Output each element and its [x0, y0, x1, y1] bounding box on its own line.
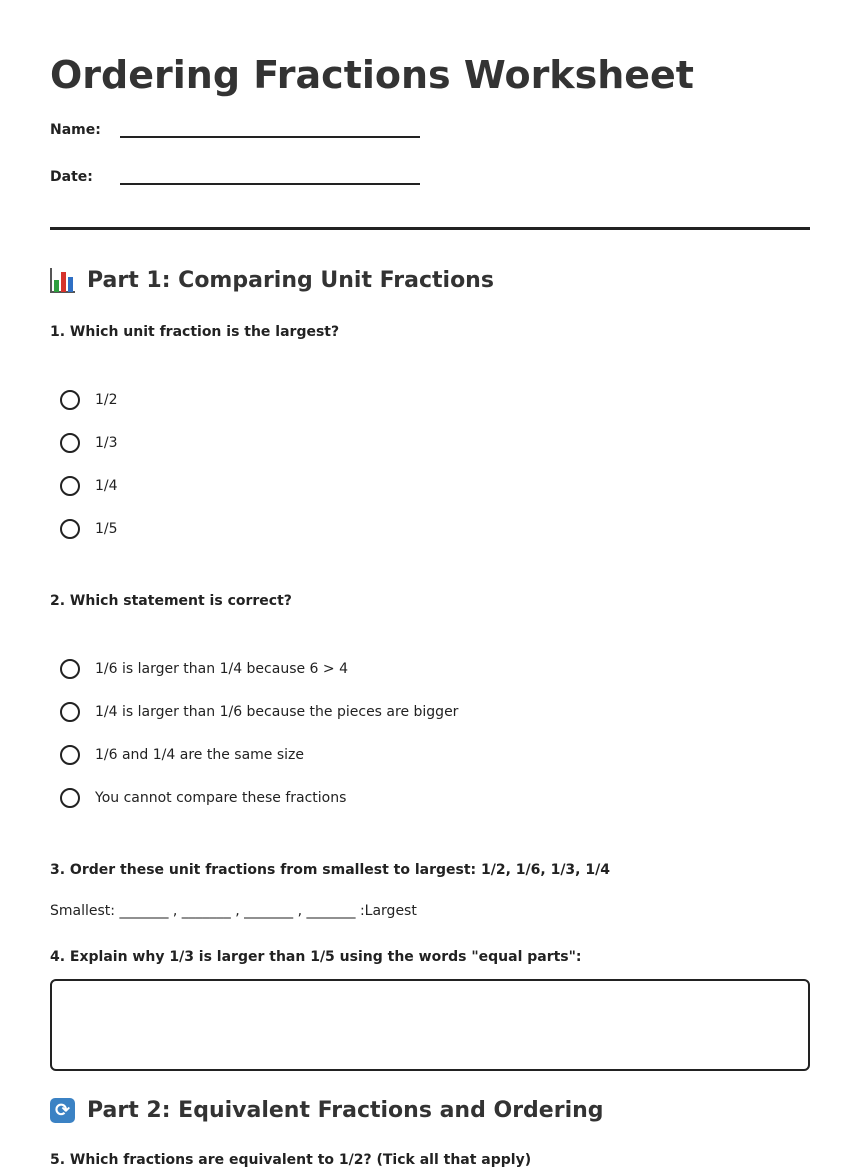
- q2-option-4[interactable]: [60, 785, 346, 811]
- header-divider: [50, 227, 810, 230]
- part1-heading-text: Part 1: Comparing Unit Fractions: [87, 268, 494, 293]
- question-4: 4. Explain why 1/3 is larger than 1/5 using the words "equal parts":: [50, 949, 582, 965]
- question-2: 2. Which statement is correct?: [50, 593, 292, 609]
- radio-button[interactable]: [60, 476, 80, 496]
- date-field[interactable]: [120, 183, 420, 185]
- q2-option-3[interactable]: [60, 742, 304, 768]
- q1-option-2[interactable]: [60, 430, 118, 456]
- explanation-answer-box[interactable]: [50, 979, 810, 1071]
- order-answer-line[interactable]: Smallest: _______ , _______ , _______ , _______ :Largest: [50, 903, 417, 919]
- question-3: 3. Order these unit fractions from smallest to largest: 1/2, 1/6, 1/3, 1/4: [50, 862, 610, 878]
- part2-heading-text: Part 2: Equivalent Fractions and Ordering: [87, 1098, 604, 1123]
- name-field-row: [50, 122, 430, 146]
- q2-option-2[interactable]: [60, 699, 458, 725]
- question-5: 5. Which fractions are equivalent to 1/2? (Tick all that apply): [50, 1152, 532, 1168]
- refresh-icon: ⟳: [50, 1098, 75, 1123]
- q1-option-1[interactable]: [60, 387, 118, 413]
- q1-option-4[interactable]: [60, 516, 118, 542]
- option-label: 1/4 is larger than 1/6 because the pieces are bigger: [95, 704, 459, 720]
- radio-button[interactable]: [60, 788, 80, 808]
- part1-heading: [50, 268, 494, 293]
- date-field-row: [50, 169, 430, 193]
- radio-button[interactable]: [60, 519, 80, 539]
- option-label: 1/5: [95, 521, 118, 537]
- radio-button[interactable]: [60, 659, 80, 679]
- page-title: Ordering Fractions Worksheet: [50, 53, 694, 97]
- bar-chart-icon: [50, 268, 75, 293]
- option-label: 1/2: [95, 392, 118, 408]
- q2-option-1[interactable]: [60, 656, 348, 682]
- option-label: 1/3: [95, 435, 118, 451]
- question-1: 1. Which unit fraction is the largest?: [50, 324, 340, 340]
- option-label: 1/4: [95, 478, 118, 494]
- q1-option-3[interactable]: [60, 473, 118, 499]
- radio-button[interactable]: [60, 702, 80, 722]
- date-label: Date:: [50, 169, 93, 185]
- name-label: Name:: [50, 122, 101, 138]
- radio-button[interactable]: [60, 745, 80, 765]
- part2-heading: [50, 1098, 604, 1123]
- option-label: 1/6 is larger than 1/4 because 6 > 4: [95, 661, 348, 677]
- name-field[interactable]: [120, 136, 420, 138]
- option-label: 1/6 and 1/4 are the same size: [95, 747, 304, 763]
- radio-button[interactable]: [60, 390, 80, 410]
- radio-button[interactable]: [60, 433, 80, 453]
- option-label: You cannot compare these fractions: [95, 790, 347, 806]
